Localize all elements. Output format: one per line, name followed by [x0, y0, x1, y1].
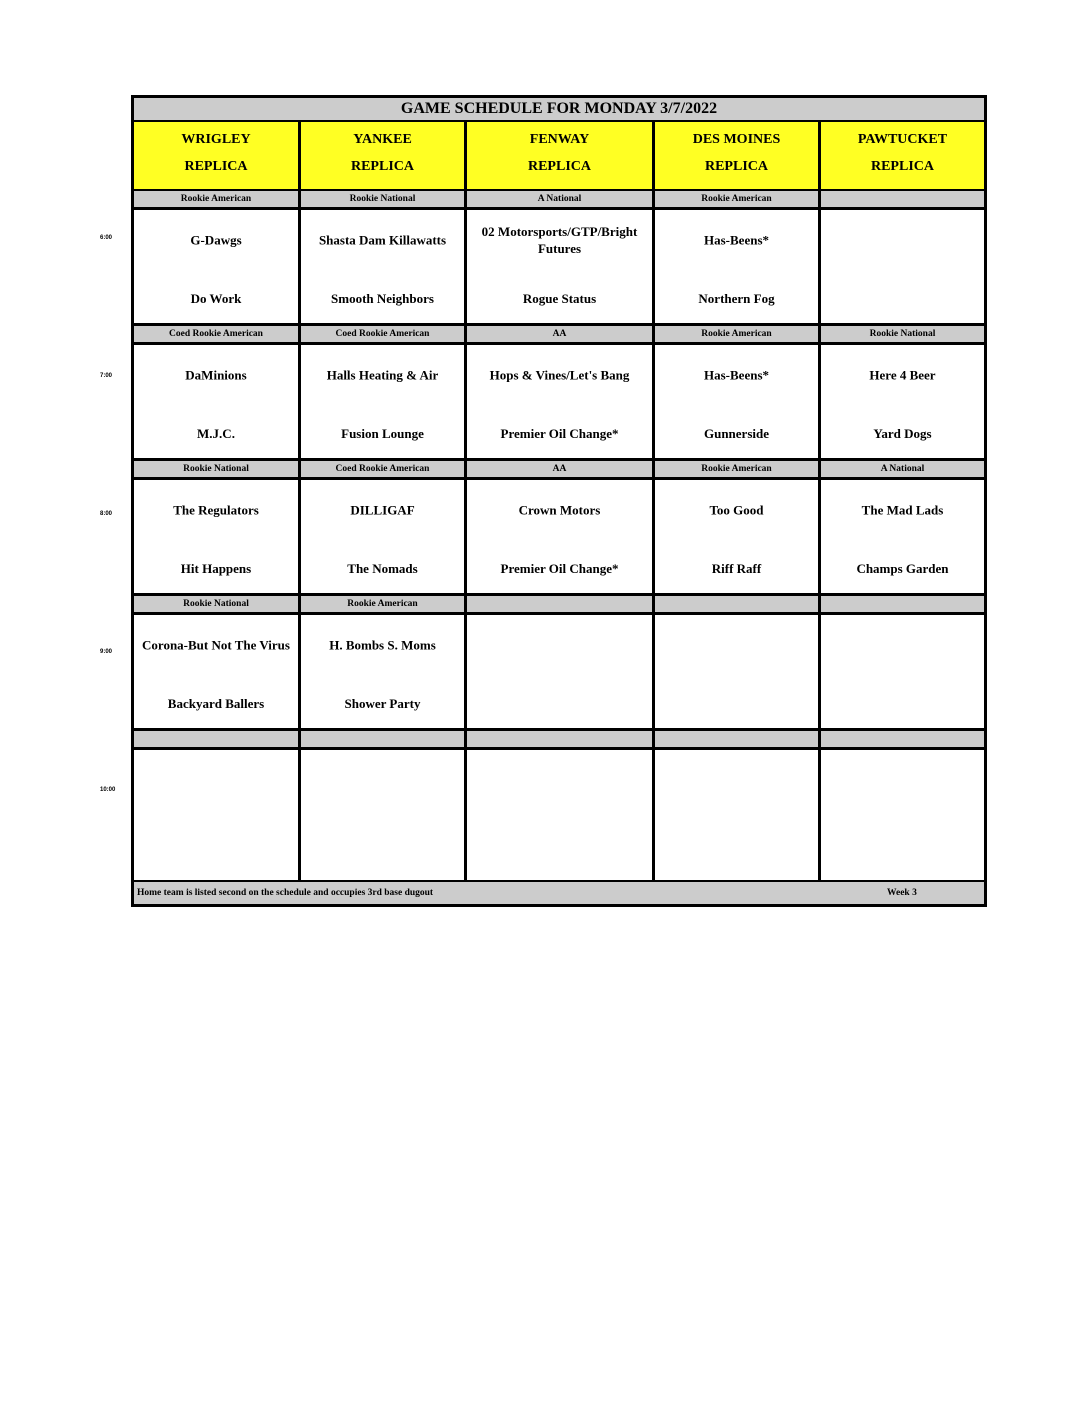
game-slot [467, 596, 652, 731]
venue-name: YANKEE [353, 132, 412, 147]
game-cell [821, 615, 984, 731]
venue-subtitle: REPLICA [704, 159, 768, 174]
game-slot [821, 596, 984, 731]
home-team: Riff Raff [711, 561, 762, 576]
game-slot [821, 461, 984, 596]
game-cell [301, 480, 464, 596]
game-slot [655, 461, 818, 596]
venue-header [134, 122, 298, 191]
away-team: Hops & Vines/Let's Bang [489, 367, 630, 383]
away-team: G-Dawgs [190, 232, 242, 248]
game-cell [467, 345, 652, 461]
game-slot [134, 191, 298, 326]
game-schedule-table [131, 95, 987, 907]
game-cell [821, 480, 984, 596]
game-slot [467, 191, 652, 326]
away-team: Shasta Dam Killawatts [318, 232, 447, 248]
venue-subtitle: REPLICA [184, 159, 248, 174]
venue-name: DES MOINES [692, 132, 781, 147]
venue-subtitle: REPLICA [870, 159, 934, 174]
venue-columns [134, 122, 984, 880]
division-label: AA [467, 326, 652, 345]
division-label: A National [821, 461, 984, 480]
division-label [821, 731, 984, 750]
home-team: Premier Oil Change* [500, 426, 619, 441]
game-cell [655, 210, 818, 326]
division-label [467, 596, 652, 615]
home-team: Fusion Lounge [341, 426, 424, 441]
away-team: DILLIGAF [350, 502, 415, 518]
game-slot [821, 731, 984, 866]
division-label [301, 731, 464, 750]
home-team: Yard Dogs [873, 426, 932, 441]
division-label: Rookie American [655, 191, 818, 210]
game-cell [467, 480, 652, 596]
away-team: Has-Beens* [704, 367, 769, 383]
time-label-9: 9:00 [100, 649, 113, 655]
game-slot [655, 731, 818, 866]
footer-note: Home team is listed second on the schedule and occupies 3rd base dugout [137, 888, 434, 898]
away-team: H. Bombs S. Moms [329, 637, 436, 653]
division-label [134, 731, 298, 750]
division-label: Rookie American [655, 326, 818, 345]
game-cell [821, 345, 984, 461]
division-label: Rookie National [301, 191, 464, 210]
division-label: Rookie National [821, 326, 984, 345]
division-label [655, 596, 818, 615]
game-slot [301, 731, 464, 866]
away-team: DaMinions [185, 367, 247, 383]
time-label-6: 6:00 [100, 235, 113, 241]
away-team: 02 Motorsports/GTP/Bright Futures [481, 224, 638, 256]
game-cell [134, 345, 298, 461]
game-cell [301, 750, 464, 866]
game-cell [655, 750, 818, 866]
division-label: Coed Rookie American [301, 461, 464, 480]
division-label: Rookie American [301, 596, 464, 615]
home-team: Backyard Ballers [167, 696, 265, 711]
division-label: A National [467, 191, 652, 210]
division-label: Coed Rookie American [134, 326, 298, 345]
venue-subtitle: REPLICA [350, 159, 414, 174]
game-cell [655, 345, 818, 461]
game-cell [467, 210, 652, 326]
home-team: Gunnerside [703, 426, 769, 441]
time-label-8: 8:00 [100, 511, 113, 517]
division-label [821, 596, 984, 615]
venue-column-des-moines [655, 122, 821, 880]
game-cell [134, 480, 298, 596]
game-cell [134, 210, 298, 326]
game-slot [301, 461, 464, 596]
game-cell [467, 615, 652, 731]
game-cell [134, 750, 298, 866]
time-label-10: 10:00 [100, 787, 116, 793]
home-team: Shower Party [344, 696, 421, 711]
away-team: Corona-But Not The Virus [142, 637, 290, 653]
home-team: Premier Oil Change* [500, 561, 619, 576]
game-cell [655, 615, 818, 731]
away-team: Has-Beens* [704, 232, 769, 248]
game-cell [301, 345, 464, 461]
game-slot [655, 596, 818, 731]
game-cell [467, 750, 652, 866]
division-label: Coed Rookie American [301, 326, 464, 345]
away-team: The Regulators [173, 502, 259, 518]
venue-column-fenway [467, 122, 655, 880]
game-slot [301, 596, 464, 731]
venue-name: WRIGLEY [181, 132, 251, 147]
away-team: Crown Motors [518, 502, 601, 518]
game-cell [301, 615, 464, 731]
game-cell [134, 615, 298, 731]
venue-column-pawtucket [821, 122, 984, 880]
away-team: The Mad Lads [861, 502, 944, 518]
home-team: Rogue Status [522, 291, 597, 306]
venue-name: PAWTUCKET [857, 132, 948, 147]
division-label [467, 731, 652, 750]
game-slot [134, 461, 298, 596]
home-team: Northern Fog [698, 291, 775, 306]
schedule-title: GAME SCHEDULE FOR MONDAY 3/7/2022 [134, 98, 984, 122]
game-slot [655, 326, 818, 461]
venue-header [301, 122, 464, 191]
home-team: Champs Garden [856, 561, 949, 576]
game-slot [821, 326, 984, 461]
away-team: Here 4 Beer [869, 367, 936, 383]
game-slot [301, 326, 464, 461]
division-label: AA [467, 461, 652, 480]
game-cell [655, 480, 818, 596]
game-slot [467, 326, 652, 461]
venue-column-wrigley [134, 122, 301, 880]
game-slot [134, 326, 298, 461]
game-slot [467, 731, 652, 866]
game-cell [821, 210, 984, 326]
time-label-7: 7:00 [100, 373, 113, 379]
division-label: Rookie National [134, 461, 298, 480]
venue-header [467, 122, 652, 191]
division-label: Rookie American [134, 191, 298, 210]
week-label: Week 3 [887, 888, 917, 898]
game-cell [301, 210, 464, 326]
game-slot [821, 191, 984, 326]
away-team: Halls Heating & Air [326, 367, 439, 383]
game-slot [467, 461, 652, 596]
schedule-footer [134, 880, 984, 904]
venue-name: FENWAY [529, 132, 590, 147]
home-team: Do Work [190, 291, 242, 306]
venue-subtitle: REPLICA [527, 159, 591, 174]
division-label: Rookie National [134, 596, 298, 615]
venue-header [821, 122, 984, 191]
venue-column-yankee [301, 122, 467, 880]
home-team: The Nomads [347, 561, 418, 576]
away-team: Too Good [709, 502, 764, 518]
game-slot [134, 596, 298, 731]
game-slot [301, 191, 464, 326]
division-label [655, 731, 818, 750]
division-label: Rookie American [655, 461, 818, 480]
game-cell [821, 750, 984, 866]
game-slot [134, 731, 298, 866]
home-team: Hit Happens [180, 561, 252, 576]
division-label [821, 191, 984, 210]
game-slot [655, 191, 818, 326]
home-team: Smooth Neighbors [331, 291, 434, 306]
home-team: M.J.C. [197, 426, 235, 441]
venue-header [655, 122, 818, 191]
